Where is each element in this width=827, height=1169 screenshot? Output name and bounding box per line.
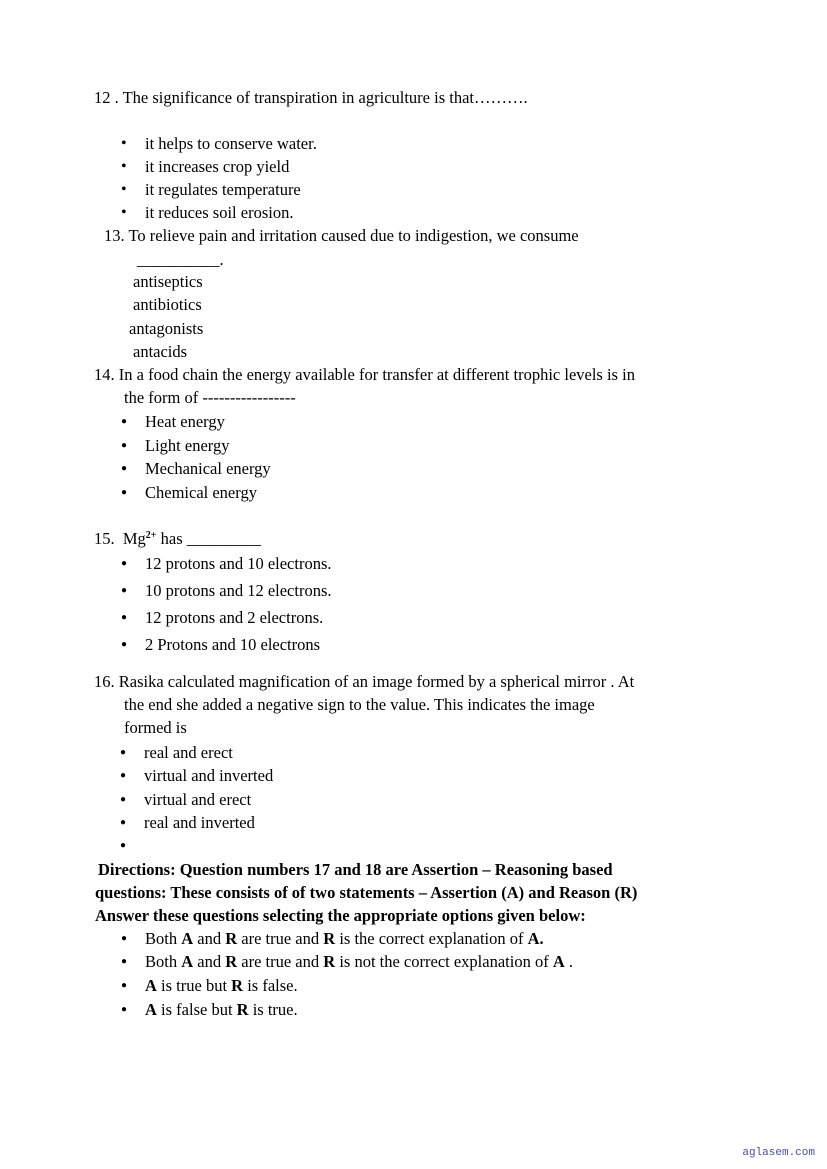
bullet-icon: ● <box>121 440 128 451</box>
bullet-icon: • <box>121 158 127 175</box>
bullet-icon: ● <box>120 770 127 781</box>
option: • it increases crop yield <box>121 157 290 176</box>
option: ● virtual and inverted <box>120 766 274 785</box>
bullet-icon: ● <box>121 585 128 596</box>
option: ● Both A and R are true and R is the correct explanation of A. <box>121 929 544 948</box>
bullet-icon: ● <box>121 558 128 569</box>
bullet-icon: ● <box>121 956 128 967</box>
directions-line: questions: These consists of of two statements – Assertion (A) and Reason (R) <box>95 883 638 902</box>
question-12 <box>94 88 528 108</box>
bullet-icon: • <box>121 135 127 152</box>
bullet-icon: ● <box>121 463 128 474</box>
option: ● real and inverted <box>120 813 255 832</box>
option: ● Mechanical energy <box>121 459 271 478</box>
question-number: 15. <box>94 529 115 548</box>
bullet-icon: ● <box>120 794 127 805</box>
bullet-icon: ● <box>121 612 128 623</box>
question-text-continued: formed is <box>124 718 187 737</box>
directions-line: Directions: Question numbers 17 and 18 are Assertion – Reasoning based <box>98 860 613 879</box>
question-text: has _________ <box>160 529 261 548</box>
directions-line: Answer these questions selecting the appropriate options given below: <box>95 906 586 925</box>
question-number: 12 . <box>94 88 119 107</box>
bullet-icon: ● <box>121 1004 128 1015</box>
option: ● A is false but R is true. <box>121 1000 298 1019</box>
charge-superscript: 2+ <box>145 530 157 541</box>
bullet-icon: ● <box>120 817 127 828</box>
option: antagonists <box>129 319 204 338</box>
bullet-icon: ● <box>121 416 128 427</box>
bullet-icon: • <box>121 204 127 221</box>
question-16 <box>94 672 634 692</box>
bullet-icon: ● <box>120 840 127 851</box>
option: ● A is true but R is false. <box>121 976 298 995</box>
watermark-link[interactable]: aglasem.com <box>742 1147 815 1159</box>
option: • it helps to conserve water. <box>121 134 317 153</box>
option: ● Both A and R are true and R is not the correct explanation of A . <box>121 952 573 971</box>
option: ● Chemical energy <box>121 483 257 502</box>
question-15 <box>94 529 261 549</box>
question-14 <box>94 365 635 385</box>
option: • it reduces soil erosion. <box>121 203 294 222</box>
question-text-continued: the end she added a negative sign to the value. This indicates the image <box>124 695 595 714</box>
option: antibiotics <box>133 295 202 314</box>
question-number: 16. <box>94 672 115 691</box>
option: ● 12 protons and 10 electrons. <box>121 554 332 573</box>
question-text: In a food chain the energy available for transfer at different trophic levels is in <box>118 365 635 384</box>
option: • it regulates temperature <box>121 180 301 199</box>
bullet-icon: ● <box>121 487 128 498</box>
question-text: The significance of transpiration in agriculture is that………. <box>122 88 528 107</box>
question-text-continued: the form of ----------------- <box>124 388 296 407</box>
bullet-icon: ● <box>120 747 127 758</box>
answer-blank: __________. <box>137 250 224 269</box>
option: ● virtual and erect <box>120 790 252 809</box>
bullet-icon: ● <box>121 933 128 944</box>
option: ● Heat energy <box>121 412 225 431</box>
question-text: To relieve pain and irritation caused due to indigestion, we consume <box>128 226 579 245</box>
option: ● real and erect <box>120 743 233 762</box>
option: ● 2 Protons and 10 electrons <box>121 635 321 654</box>
bullet-icon: ● <box>121 639 128 650</box>
option: antiseptics <box>133 272 203 291</box>
option: ● 10 protons and 12 electrons. <box>121 581 332 600</box>
question-number: 14. <box>94 365 115 384</box>
question-13 <box>104 226 579 246</box>
bullet-icon: • <box>121 181 127 198</box>
option: antacids <box>133 342 188 361</box>
bullet-icon: ● <box>121 980 128 991</box>
question-text: Mg <box>122 529 146 548</box>
option: ● 12 protons and 2 electrons. <box>121 608 324 627</box>
question-number: 13. <box>104 226 125 245</box>
option: ● Light energy <box>121 436 230 455</box>
question-text: Rasika calculated magnification of an image formed by a spherical mirror . At <box>118 672 635 691</box>
